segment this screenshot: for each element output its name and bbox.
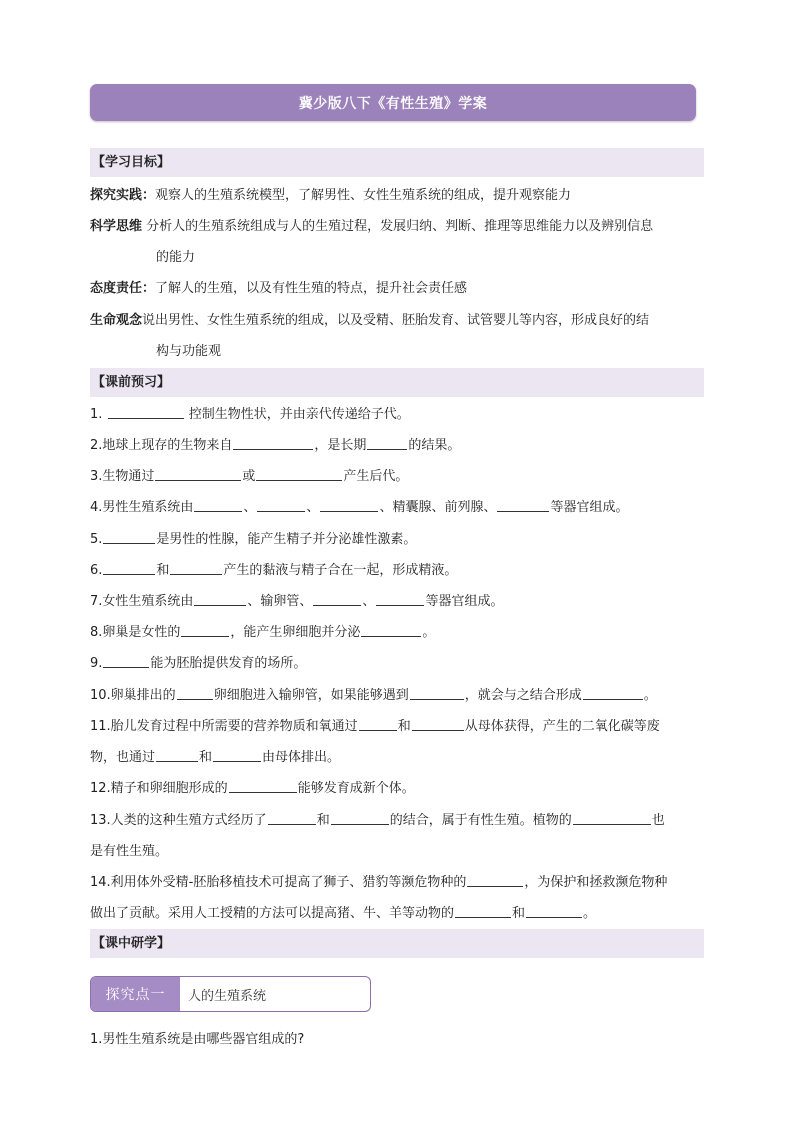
blank[interactable] [170, 560, 222, 575]
question-6: 6. 和 产生的黏液与精子合在一起，形成精液。 [90, 555, 704, 586]
blank[interactable] [573, 810, 651, 825]
blank[interactable] [376, 591, 424, 606]
question-11: 11.胎儿发育过程中所需要的营养物质和氧通过 和 从母体获得，产生的二氧化碳等废 [90, 711, 704, 742]
goal-label: 态度责任： [90, 281, 156, 296]
blank[interactable] [455, 903, 511, 918]
blank[interactable] [359, 716, 397, 731]
document-title: 冀少版八下《有性生殖》学案 [90, 84, 696, 121]
goal-item [90, 305, 704, 336]
goal-item [90, 273, 704, 304]
blank[interactable] [233, 435, 313, 450]
blank[interactable] [497, 497, 549, 512]
blank[interactable] [256, 466, 342, 481]
blank[interactable] [467, 872, 523, 887]
blank[interactable] [526, 903, 582, 918]
explore-point-box [90, 976, 371, 1012]
question-1: 1. 控制生物性状，并由亲代传递给子代。 [90, 399, 704, 430]
blank[interactable] [331, 810, 389, 825]
blank[interactable] [583, 685, 643, 700]
explore-point-text: 人的生殖系统 [188, 988, 267, 1004]
question-13: 13.人类的这种生殖方式经历了 和 的结合，属于有性生殖。植物的 也 [90, 805, 704, 836]
question-14-cont: 做出了贡献。采用人工授精的方法可以提高猪、牛、羊等动物的 和 。 [90, 898, 704, 929]
question-12: 12.精子和卵细胞形成的 能够发育成新个体。 [90, 773, 704, 804]
question-10: 10.卵巢排出的 卵细胞进入输卵管，如果能够遇到 ，就会与之结合形成 。 [90, 680, 704, 711]
blank[interactable] [156, 747, 198, 762]
goal-label: 科学思维 [90, 219, 143, 234]
question-4: 4.男性生殖系统由 、 、 、精囊腺、前列腺、 等器官组成。 [90, 492, 704, 523]
question-7: 7.女性生殖系统由 、输卵管、 、 等器官组成。 [90, 586, 704, 617]
blank[interactable] [194, 497, 242, 512]
blank[interactable] [155, 466, 241, 481]
preview-header: 【课前预习】 [90, 368, 704, 397]
blank[interactable] [177, 685, 213, 700]
blank[interactable] [412, 716, 464, 731]
blank[interactable] [268, 810, 316, 825]
goal-item [90, 180, 704, 211]
blank[interactable] [313, 591, 361, 606]
blank[interactable] [361, 622, 421, 637]
blank[interactable] [367, 435, 407, 450]
goal-text: 观察人的生殖系统模型，了解男性、女性生殖系统的组成，提升观察能力 [155, 188, 572, 203]
question-5: 5. 是男性的性腺，能产生精子并分泌雄性激素。 [90, 524, 704, 555]
blank[interactable] [181, 622, 229, 637]
goals-header: 【学习目标】 [90, 148, 704, 177]
goal-text: 说出男性、女性生殖系统的组成，以及受精、胚胎发育、试管婴儿等内容，形成良好的结 [142, 313, 650, 328]
question-3: 3.生物通过 或 产生后代。 [90, 461, 704, 492]
question-13-cont: 是有性生殖。 [90, 844, 169, 859]
goal-label: 探究实践： [90, 188, 156, 203]
goal-text-cont: 构与功能观 [156, 344, 222, 359]
goal-text: 了解人的生殖，以及有性生殖的特点，提升社会责任感 [155, 281, 468, 296]
blank[interactable] [320, 497, 378, 512]
study-header: 【课中研学】 [90, 929, 704, 958]
blank[interactable] [410, 685, 464, 700]
question-11-cont: 物，也通过 和 由母体排出。 [90, 742, 704, 773]
question-14: 14.利用体外受精-胚胎移植技术可提高了狮子、猎豹等濒危物种的 ，为保护和拯救濒危物种 [90, 867, 704, 898]
blank[interactable] [229, 778, 297, 793]
question-9: 9. 能为胚胎提供发育的场所。 [90, 648, 704, 679]
explore-point-tag: 探究点一 [91, 977, 180, 1011]
goal-text: 分析人的生殖系统组成与人的生殖过程，发展归纳、判断、推理等思维能力以及辨别信息 [146, 219, 654, 234]
study-question-1: 1.男性生殖系统是由哪些器官组成的? [90, 1032, 305, 1047]
blank[interactable] [257, 497, 305, 512]
blank[interactable] [103, 653, 149, 668]
blank[interactable] [103, 560, 155, 575]
goal-item [90, 211, 704, 242]
blank[interactable] [213, 747, 261, 762]
goal-label: 生命观念 [90, 313, 143, 328]
blank[interactable] [103, 529, 155, 544]
question-8: 8.卵巢是女性的 ，能产生卵细胞并分泌 。 [90, 617, 704, 648]
goal-text-cont: 的能力 [156, 250, 196, 265]
blank[interactable] [108, 404, 184, 419]
question-2: 2.地球上现存的生物来自 ，是长期 的结果。 [90, 430, 704, 461]
blank[interactable] [194, 591, 246, 606]
